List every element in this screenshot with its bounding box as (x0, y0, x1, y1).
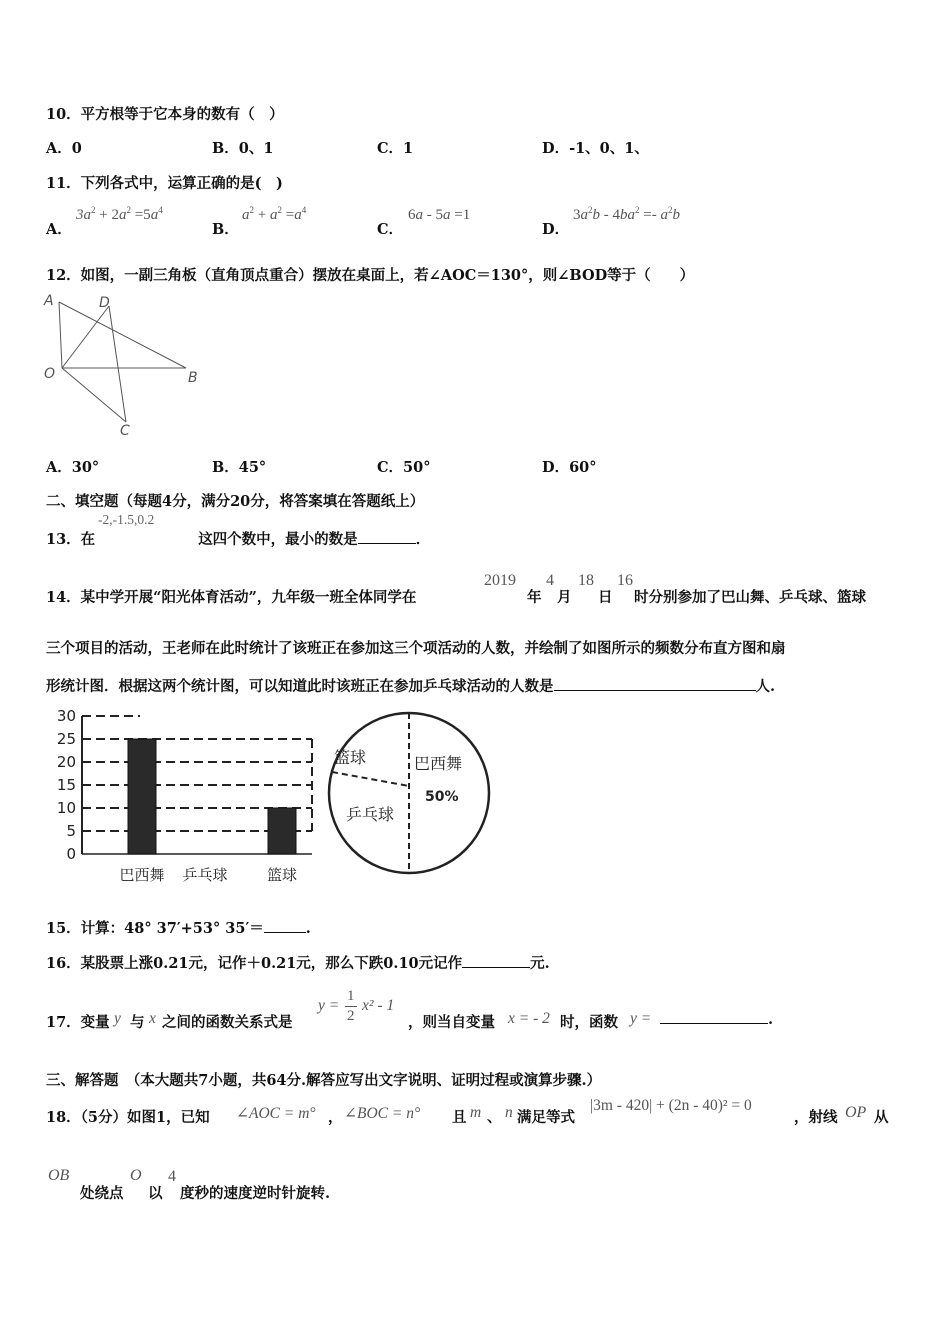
q11-formula-a: $3a^2 + 2a^2 =5a^4$ (76, 205, 163, 223)
q10-option-c: C．1 (377, 140, 414, 157)
q14-yue: 月 (557, 589, 572, 606)
section-3-heading: 三、解答题 （本大题共7小题，共64分.解答应写出文字说明、证明过程或演算步骤.） (46, 1072, 602, 1089)
q18-boc: ∠BOC = n° (344, 1105, 421, 1122)
q13-post: 这四个数中，最小的数是 (198, 531, 358, 548)
q17-fraction-den: 2 (347, 1008, 355, 1024)
q11-label-c: C． (377, 221, 404, 238)
q16-end: 元. (530, 955, 550, 972)
x-category-label: 巴西舞 (119, 866, 165, 884)
q18-dun: 、 (487, 1109, 502, 1126)
q17-var-y: y (114, 1010, 121, 1027)
q14-hour: 16 (617, 572, 633, 589)
q12-stem: 12．如图，一副三角板（直角顶点重合）摆放在桌面上，若∠AOC＝130°，则∠BOD等于（ ） (46, 267, 695, 284)
y-tick-label: 30 (56, 707, 76, 725)
q11-formula-d: $3a^2b - 4ba^2 =- a^2b$ (573, 205, 680, 223)
q14-line-1 (46, 586, 416, 607)
q18-m: m (470, 1104, 482, 1121)
q17-mid: 之间的函数关系式是 (162, 1014, 293, 1031)
q15-text: 15．计算：48° 37′+53° 35′＝ (46, 920, 264, 937)
q10-option-d: D．-1、0、1、 (542, 140, 649, 157)
bar-0 (128, 739, 156, 854)
y-tick-label: 15 (56, 776, 76, 794)
q18-four: 4 (168, 1168, 176, 1185)
q18-equation: |3m - 420| + (2n - 40)² = 0 (590, 1097, 752, 1114)
q14-post: 时分别参加了巴山舞、乒乓球、篮球 (634, 589, 866, 606)
q16-text: 16．某股票上涨0.21元，记作＋0.21元，那么下跌0.10元记作 (46, 955, 463, 972)
pie-chart (326, 708, 496, 880)
q17-answer-blank (660, 1023, 768, 1024)
q10-option-a: A．0 (46, 140, 82, 157)
y-tick-label: 25 (56, 730, 76, 748)
q11-label-b: B． (212, 221, 239, 238)
bar-2 (268, 808, 296, 854)
pie-label-brazil-dance: 巴西舞 (414, 754, 463, 773)
q14-line-3-text: 形统计图．根据这两个统计图，可以知道此时该班正在参加乒乓球活动的人数是 (46, 678, 554, 695)
pie-label-pingpong: 乒乓球 (346, 805, 395, 824)
q12-option-c: C．50° (377, 459, 431, 476)
q18-o: O (130, 1167, 142, 1184)
q17-y-eq: y = (318, 997, 340, 1014)
x-category-label: 篮球 (266, 866, 298, 884)
label-b: B (188, 370, 198, 386)
q17-yu: 与 (130, 1014, 145, 1031)
q17-end: . (768, 1011, 774, 1028)
q18-aoc: ∠AOC = m° (236, 1105, 316, 1122)
q14-month: 4 (546, 572, 554, 589)
q17-mid2: ，则当自变量 (408, 1014, 495, 1031)
q11-label-d: D． (542, 221, 570, 238)
q17-var-x: x (149, 1010, 156, 1027)
q11-label-a: A． (46, 221, 72, 238)
q14-day: 18 (578, 572, 594, 589)
q18-ray: ，射线 (794, 1109, 838, 1126)
q13-numbers: -2,-1.5,0.2 (98, 512, 155, 527)
q14-ri: 日 (598, 589, 613, 606)
q18-satisfy: 满足等式 (517, 1109, 575, 1126)
q12-option-b: B．45° (212, 459, 267, 476)
y-tick-label: 10 (56, 799, 76, 817)
q18-qie: 且 (452, 1109, 467, 1126)
q17-condition: x = - 2 (508, 1010, 550, 1027)
pie-divider-left (332, 772, 409, 786)
q18-at: 处绕点 (80, 1185, 124, 1202)
q13-pre: 13．在 (46, 531, 96, 548)
q12-option-d: D．60° (542, 459, 597, 476)
triangle-figure (40, 292, 210, 440)
y-tick-label: 20 (56, 753, 76, 771)
q13-end: ． (415, 531, 431, 548)
q16-stem (46, 952, 550, 973)
q14-year: 2019 (484, 572, 516, 589)
q17-answer (660, 1011, 773, 1028)
q14-line-2: 三个项目的活动，王老师在此时统计了该班正在参加这三个项活动的人数，并绘制了如图所示的频数分布直方图和扇 (46, 640, 786, 657)
q18-tail: 度秒的速度逆时针旋转. (180, 1185, 331, 1202)
q15-stem (46, 917, 311, 938)
q15-answer-blank (264, 932, 306, 933)
x-category-label: 乒乓球 (182, 866, 228, 884)
q14-line-3 (46, 675, 775, 696)
q18-comma: ， (328, 1109, 343, 1126)
label-c: C (120, 423, 130, 439)
q11-stem: 11．下列各式中，运算正确的是( ) (46, 175, 283, 192)
label-a: A (44, 293, 54, 309)
q18-n: n (505, 1104, 513, 1121)
label-o: O (44, 366, 56, 382)
q17-pre: 17．变量 (46, 1014, 110, 1031)
y-tick-label: 0 (66, 845, 76, 863)
q18-pre: 18．（5分）如图1，已知 (46, 1109, 210, 1126)
label-d: D (99, 295, 110, 311)
q18-from: 从 (874, 1109, 889, 1126)
q15-end: . (305, 920, 311, 937)
q10-stem: 10．平方根等于它本身的数有（ ） (46, 106, 284, 123)
q11-formula-c: 6a - 5a =1 (408, 207, 471, 223)
y-tick-label: 5 (66, 822, 76, 840)
q12-option-a: A．30° (46, 459, 100, 476)
q18-yi: 以 (148, 1185, 163, 1202)
q18-op: OP (845, 1104, 867, 1121)
q14-pre: 14．某中学开展“阳光体育活动”，九年级一班全体同学在 (46, 589, 417, 606)
q17-mid3: 时，函数 (560, 1014, 618, 1031)
q14-nian: 年 (527, 589, 542, 606)
q14-end: 人. (755, 678, 776, 695)
q18-ob: OB (48, 1167, 70, 1184)
histogram-chart (50, 704, 320, 892)
q10-option-b: B．0、1 (212, 140, 274, 157)
q13-answer-blank (358, 543, 416, 544)
pie-annotation-50: 50% (425, 789, 459, 805)
q17-fraction-bar (345, 1006, 357, 1007)
q14-answer-blank (554, 690, 756, 691)
q17-y-equals: y = (630, 1010, 652, 1027)
q13-stem (46, 528, 430, 549)
q17-tail: x² - 1 (362, 997, 395, 1014)
q17-fraction-num: 1 (347, 988, 355, 1004)
pie-label-basketball: 篮球 (334, 748, 367, 767)
q11-formula-b: $a^2 + a^2 =a^4$ (242, 205, 307, 223)
q16-answer-blank (462, 967, 530, 968)
section-2-heading: 二、填空题（每题4分，满分20分，将答案填在答题纸上） (46, 493, 425, 510)
